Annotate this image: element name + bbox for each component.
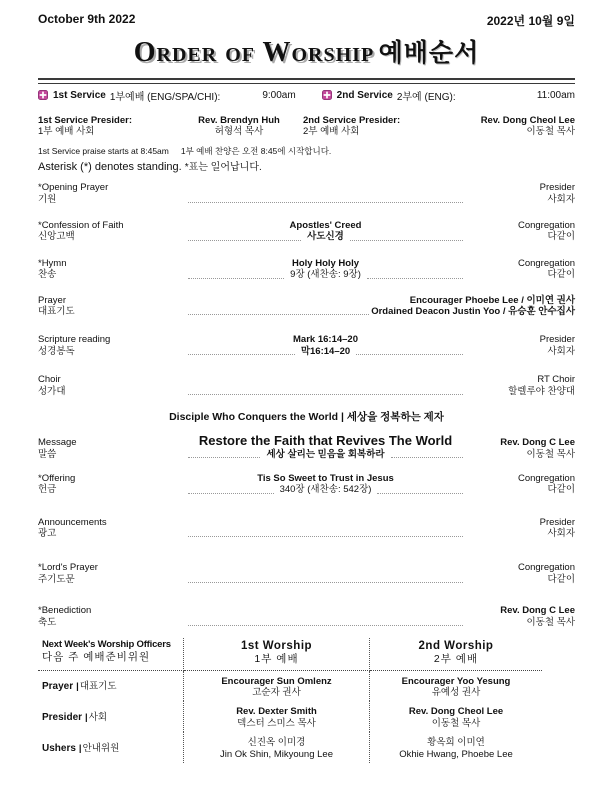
next-week-header-first-worship: 1st Worship 1부 예배 — [184, 638, 370, 671]
dotted-leader — [188, 278, 284, 279]
order-item-row-en — [38, 220, 575, 231]
order-item-prayer — [38, 295, 575, 318]
dotted-leader — [188, 202, 463, 203]
order-item-row-ko — [38, 574, 575, 585]
item-right-ko: 사회자 — [547, 193, 575, 205]
item-right-en: RT Choir — [537, 374, 575, 386]
item-label-ko: 광고 — [38, 528, 57, 540]
first-service-name: 1st Service — [53, 89, 106, 101]
item-right-ko: Ordained Deacon Justin Yoo / 유승훈 안수집사 — [371, 305, 575, 317]
order-item-row-en — [38, 258, 575, 269]
item-label-en: Choir — [38, 374, 61, 386]
next-week-first-worship-presider: Rev. Dexter Smith 덱스터 스미스 목사 — [184, 701, 370, 732]
dotted-leader — [350, 240, 463, 241]
next-week-second-worship-prayer: Encourager Yoo Yesung 유예성 권사 — [401, 675, 511, 699]
item-center-ko: 세상 살리는 믿음을 회복하라 — [266, 448, 385, 460]
separator-bar: | — [76, 681, 79, 693]
first-service-time: 9:00am — [262, 89, 296, 101]
item-right-ko: 다같이 — [547, 484, 575, 496]
order-item-lords-prayer — [38, 562, 575, 585]
order-item-row-ko — [38, 346, 575, 357]
item-right-en: Rev. Dong C Lee — [500, 436, 575, 448]
order-item-row-en — [38, 334, 575, 345]
item-label-en: *Offering — [38, 472, 76, 484]
item-center-ko: 막16:14–20 — [300, 345, 351, 357]
order-item-scripture-reading — [38, 334, 575, 357]
next-week-table — [38, 638, 575, 763]
item-label-ko: 말씀 — [38, 448, 57, 460]
page-title-korean: 예배순서 — [378, 39, 480, 67]
next-week-row-label-presider: Presider |사회 — [38, 701, 184, 732]
item-right-en: Encourager Phoebe Lee / 이미연 권사 — [409, 294, 575, 306]
item-right-en: Congregation — [517, 472, 575, 484]
order-item-announcements — [38, 517, 575, 540]
order-item-row-ko — [38, 231, 575, 242]
second-service-name: 2nd Service — [336, 89, 393, 101]
item-label-en: Scripture reading — [38, 334, 111, 346]
service-times-row — [38, 88, 575, 103]
sermon-theme: Disciple Who Conquers the World | 세상을 정복하는 제자 — [169, 410, 444, 423]
item-label-en: *Hymn — [38, 257, 67, 269]
item-center-en: Tis So Sweet to Trust in Jesus — [257, 472, 394, 484]
page-title-english: Order of Worship — [133, 37, 375, 68]
dotted-leader — [377, 493, 463, 494]
item-right-en: Rev. Dong C Lee — [500, 605, 575, 617]
next-week-header-second-worship: 2nd Worship 2부 예배 — [370, 638, 542, 671]
presiders-row — [38, 115, 575, 139]
item-right-en: Presider — [539, 182, 575, 194]
praise-note: 1st Service praise starts at 8:45am 1부 예배 찬양은 오전 8:45에 시작합니다. — [38, 146, 332, 157]
item-center-en: Apostles' Creed — [289, 220, 362, 232]
first-service-detail: 1부예배 (ENG/SPA/CHI): — [109, 91, 221, 103]
first-service — [38, 88, 220, 103]
order-item-row-en — [38, 182, 575, 193]
order-of-worship-list-bottom — [38, 433, 575, 628]
item-label-ko: 성가대 — [38, 385, 66, 397]
item-right-ko: 다같이 — [547, 573, 575, 585]
item-center-ko: 9장 (새찬송: 9장) — [290, 269, 361, 281]
order-item-row-ko — [38, 449, 575, 460]
item-right-en: Presider — [539, 516, 575, 528]
order-item-confession-of-faith — [38, 220, 575, 243]
dotted-leader — [188, 354, 295, 355]
item-label-en: *Confession of Faith — [38, 220, 124, 232]
order-item-benediction — [38, 605, 575, 628]
item-center-ko: 사도신경 — [307, 231, 344, 243]
item-label-en: Prayer — [38, 294, 66, 306]
item-right-ko: 사회자 — [547, 345, 576, 357]
item-right-ko: 다같이 — [547, 269, 576, 281]
second-presider-label: 2nd Service Presider: 2부 예배 사회 — [303, 114, 401, 138]
order-item-row-en — [38, 562, 575, 573]
item-center-en: Mark 16:14–20 — [293, 334, 358, 346]
order-item-row-ko — [38, 528, 575, 539]
order-item-row-en — [38, 517, 575, 528]
order-item-choir — [38, 374, 575, 397]
order-item-opening-prayer — [38, 182, 575, 205]
item-label-ko: 성경봉독 — [38, 345, 75, 357]
dotted-leader — [367, 278, 463, 279]
second-service-detail: 2부예 (ENG): — [396, 91, 456, 103]
dotted-leader — [188, 536, 463, 537]
item-right-en: Congregation — [517, 220, 576, 232]
item-label-en: *Opening Prayer — [38, 182, 109, 194]
order-item-hymn — [38, 258, 575, 281]
item-center-en: Holy Holy Holy — [291, 257, 360, 269]
dotted-leader — [356, 354, 463, 355]
order-item-row-ko — [38, 617, 575, 628]
first-presider-name: Rev. Brendyn Huh 허형석 목사 — [198, 114, 280, 138]
item-label-ko: 주기도문 — [38, 573, 75, 585]
separator-bar: | — [85, 711, 88, 723]
item-right-ko: 다같이 — [547, 231, 575, 243]
item-label-ko: 찬송 — [38, 269, 57, 281]
dotted-leader — [188, 240, 301, 241]
double-rule — [38, 78, 575, 84]
dotted-leader — [391, 457, 463, 458]
item-label-ko: 기원 — [38, 193, 57, 205]
order-item-message — [38, 433, 575, 460]
order-item-row-en — [38, 295, 575, 306]
item-label-ko: 신앙고백 — [38, 231, 75, 243]
order-item-row-ko — [38, 269, 575, 280]
item-right-ko: 할렐루야 찬양대 — [508, 385, 575, 397]
next-week-row-label-prayer: Prayer |대표기도 — [38, 671, 184, 702]
item-label-ko: 대표기도 — [38, 305, 75, 317]
date-korean: 2022년 10월 9일 — [486, 14, 575, 28]
item-right-en: Congregation — [517, 257, 576, 269]
cross-icon — [322, 90, 332, 100]
next-week-second-worship-presider: Rev. Dong Cheol Lee 이동철 목사 — [408, 706, 504, 730]
order-item-row-ko — [38, 194, 575, 205]
next-week-row-label-ushers: Ushers |안내위원 — [38, 732, 184, 763]
item-label-en: *Lord's Prayer — [38, 562, 98, 574]
item-right-ko: 사회자 — [547, 528, 575, 540]
second-presider-name: Rev. Dong Cheol Lee 이동철 목사 — [480, 114, 575, 138]
next-week-first-worship-ushers: 신진옥 이미경 Jin Ok Shin, Mikyoung Lee — [184, 732, 370, 763]
dotted-leader — [188, 625, 463, 626]
order-item-offering — [38, 473, 575, 496]
order-item-row-ko — [38, 306, 575, 317]
first-presider-label: 1st Service Presider: 1부 예배 사회 — [38, 114, 133, 138]
next-week-first-worship-prayer: Encourager Sun Omlenz 고순자 권사 — [184, 671, 370, 702]
dotted-leader — [188, 314, 369, 315]
dotted-leader — [188, 582, 463, 583]
order-item-row-en — [38, 473, 575, 484]
item-label-ko: 축도 — [38, 616, 57, 628]
separator-bar: | — [78, 742, 82, 754]
next-week-header-title: Next Week's Worship Officers 다음 주 예배준비위원 — [38, 638, 184, 671]
item-center-ko: 340장 (새찬송: 542장) — [279, 484, 372, 496]
order-of-worship-list-top — [38, 182, 575, 397]
item-right-ko: 이동철 목사 — [526, 616, 575, 628]
page-title — [38, 33, 575, 69]
item-label-ko: 헌금 — [38, 484, 57, 496]
item-label-en: Message — [38, 436, 77, 448]
dotted-leader — [188, 394, 463, 395]
cross-icon — [38, 90, 48, 100]
second-service-time: 11:00am — [536, 89, 575, 101]
item-right-en: Presider — [539, 334, 575, 346]
order-item-row-en — [38, 605, 575, 616]
item-label-en: *Benediction — [38, 605, 92, 617]
order-item-row-en — [38, 374, 575, 385]
date-english: October 9th 2022 — [38, 12, 136, 26]
date-row — [38, 12, 575, 29]
order-item-row-en — [38, 433, 575, 449]
order-item-row-ko — [38, 484, 575, 495]
dotted-leader — [188, 493, 274, 494]
dotted-leader — [188, 457, 260, 458]
item-label-en: Announcements — [38, 516, 107, 528]
item-right-ko: 이동철 목사 — [526, 448, 576, 460]
order-item-row-ko — [38, 386, 575, 397]
asterisk-note: Asterisk (*) denotes standing. *표는 일어납니다. — [38, 161, 262, 174]
item-center-en: Restore the Faith that Revives The World — [198, 432, 453, 448]
item-right-en: Congregation — [517, 562, 575, 574]
notes-block — [38, 145, 575, 173]
next-week-second-worship-ushers: 황옥희 이미연 Okhie Hwang, Phoebe Lee — [399, 737, 513, 760]
second-service — [322, 88, 456, 103]
